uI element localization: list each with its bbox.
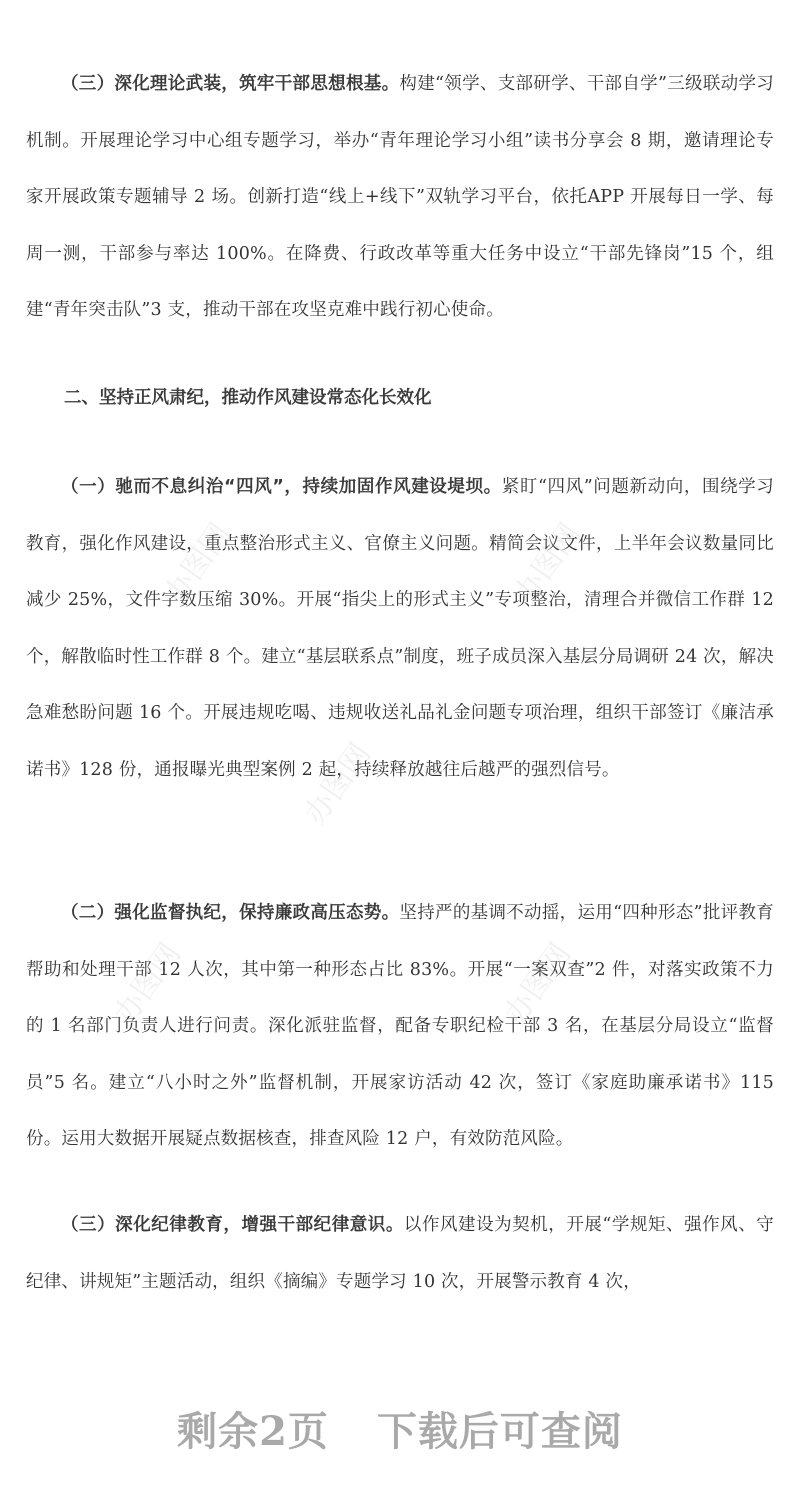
paragraph-title: （三）深化理论武装，筑牢干部思想根基。 [61,74,400,94]
download-to-read-label[interactable]: 下载后可查阅 [376,1408,623,1455]
paragraph-title: （二）强化监督执纪，保持廉政高压态势。 [61,903,400,923]
paragraph-discipline-education [26,1197,774,1310]
watermark: 办图网 [497,937,579,1031]
paragraph-body: 以作风建设为契机，开展“学规矩、强作风、守纪律、讲规矩”主题活动，组织《摘编》专题学习 10 次，开展警示教育 4 次， [26,1215,774,1292]
watermark: 办图网 [157,517,239,611]
paragraph-four-winds [26,459,774,798]
watermark: 办图网 [507,517,589,611]
watermark: 办图网 [297,737,379,831]
paragraph-body: 紧盯“四风”问题新动向，围绕学习教育，强化作风建设，重点整治形式主义、官僚主义问题。精简会议文件，上半年会议数量同比减少 25%，文件字数压缩 30%。开展“指尖上的形式主义”专项整治，清理合并微信工作群 12 个，解散临时性工作群 8 个。建立“基层联系点”制度，班子成员深入基层分局调研 24 次，解决急难愁盼问题 16 个。开展违规吃喝、违规收送礼品礼金问题专项治理，组织干部签订《廉洁承诺书》128 份，通报曝光典型案例 2 起，持续释放越往后越严的强烈信号。 [26,477,774,780]
watermark: 办图网 [107,937,189,1031]
paragraph-title: （一）驰而不息纠治“四风”，持续加固作风建设堤坝。 [61,477,502,497]
download-banner[interactable] [0,1400,800,1457]
section-heading: 二、坚持正风肃纪，推动作风建设常态化长效化 [64,388,432,408]
remaining-pages-label: 剩余2页 [177,1408,329,1455]
paragraph-body: 坚持严的基调不动摇，运用“四种形态”批评教育帮助和处理干部 12 人次，其中第一种形态占比 83%。开展“一案双查”2 件，对落实政策不力的 1 名部门负责人进行问责。深化派驻监督，配备专职纪检干部 3 名，在基层分局设立“监督员”5 名。建立“八小时之外”监督机制，开展家访活动 42 次，签订《家庭助廉承诺书》115 份。运用大数据开展疑点数据核查，排查风险 12 户，有效防范风险。 [26,903,774,1149]
paragraph-supervision [26,885,774,1168]
paragraph-title: （三）深化纪律教育，增强干部纪律意识。 [61,1215,404,1235]
paragraph-body: 构建“领学、支部研学、干部自学”三级联动学习机制。开展理论学习中心组专题学习，举办“青年理论学习小组”读书分享会 8 期，邀请理论专家开展政策专题辅导 2 场。创新打造“线上+线下”双轨学习平台，依托APP 开展每日一学、每周一测，干部参与率达 100%。在降费、行政改革等重大任务中设立“干部先锋岗”15 个，组建“青年突击队”3 支，推动干部在攻坚克难中践行初心使命。 [26,74,774,320]
paragraph-theory-study [26,56,774,339]
